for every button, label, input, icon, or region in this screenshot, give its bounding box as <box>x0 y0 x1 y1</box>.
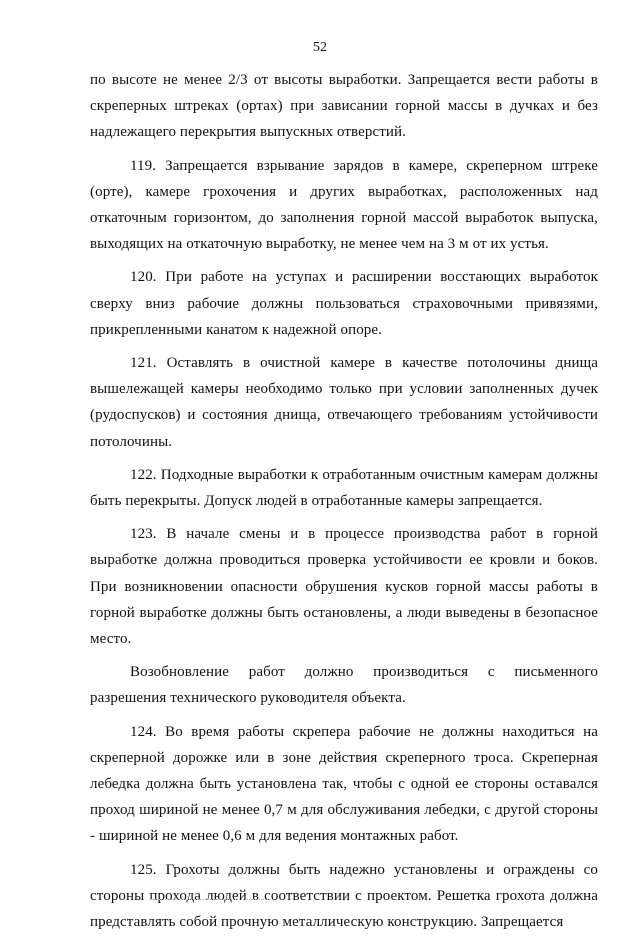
scan-artifact <box>150 899 270 901</box>
paragraph-122: 122. Подходные выработки к отработанным очистным камерам должны быть перекрыты. Допуск людей в отработанные камеры запрещается. <box>90 466 598 510</box>
paragraph-continuation: по высоте не менее 2/3 от высоты выработки. Запрещается вести работы в скреперных штреках (ортах) при зависании горной массы в дучках и без надлежащего перекрытия выпускных отверстий. <box>90 72 598 141</box>
paragraph-121: 121. Оставлять в очистной камере в качестве потолочины днища вышележащей камеры необходимо только при условии заполненных дучек (рудоспусков) и состояния днища, отвечающего требованиям устойчивости потолочины. <box>90 355 598 450</box>
page-number: 52 <box>313 40 327 55</box>
paragraph-123-resume: Возобновление работ должно производиться с письменного разрешения технического руководителя объекта. <box>90 664 598 707</box>
paragraph-124: 124. Во время работы скрепера рабочие не должны находиться на скреперной дорожке или в зоне действия скреперного троса. Скреперная лебедка должна быть установлена так, чтобы с одной ее стороны оставался проход шириной не менее 0,7 м для обслуживания лебедки, с другой стороны - шириной не менее 0,6 м для ведения монтажных работ. <box>90 723 598 845</box>
paragraph-119: 119. Запрещается взрывание зарядов в камере, скреперном штреке (орте), камере грохочения и других выработках, расположенных над откаточным горизонтом, до заполнения горной массой выработок выпуска, выходящих на откаточную выработку, не менее чем на 3 м от их устья. <box>90 157 598 253</box>
body-text <box>90 67 598 942</box>
paragraph-120: 120. При работе на уступах и расширении восстающих выработок сверху вниз рабочие должны пользоваться страховочными привязями, прикрепленными канатом к надежной опоре. <box>90 269 598 338</box>
paragraph-123: 123. В начале смены и в процессе производства работ в горной выработке должна проводиться проверка устойчивости ее кровли и боков. При возникновении опасности обрушения кусков горной массы работы в горной выработке должны быть остановлены, а люди выведены в безопасное место. <box>90 526 598 648</box>
paragraph-125: 125. Грохоты должны быть надежно установлены и ограждены со стороны прохода людей в соответствии с проектом. Решетка грохота должна представлять собой прочную металлическую конструкцию. Запрещается <box>90 861 598 931</box>
